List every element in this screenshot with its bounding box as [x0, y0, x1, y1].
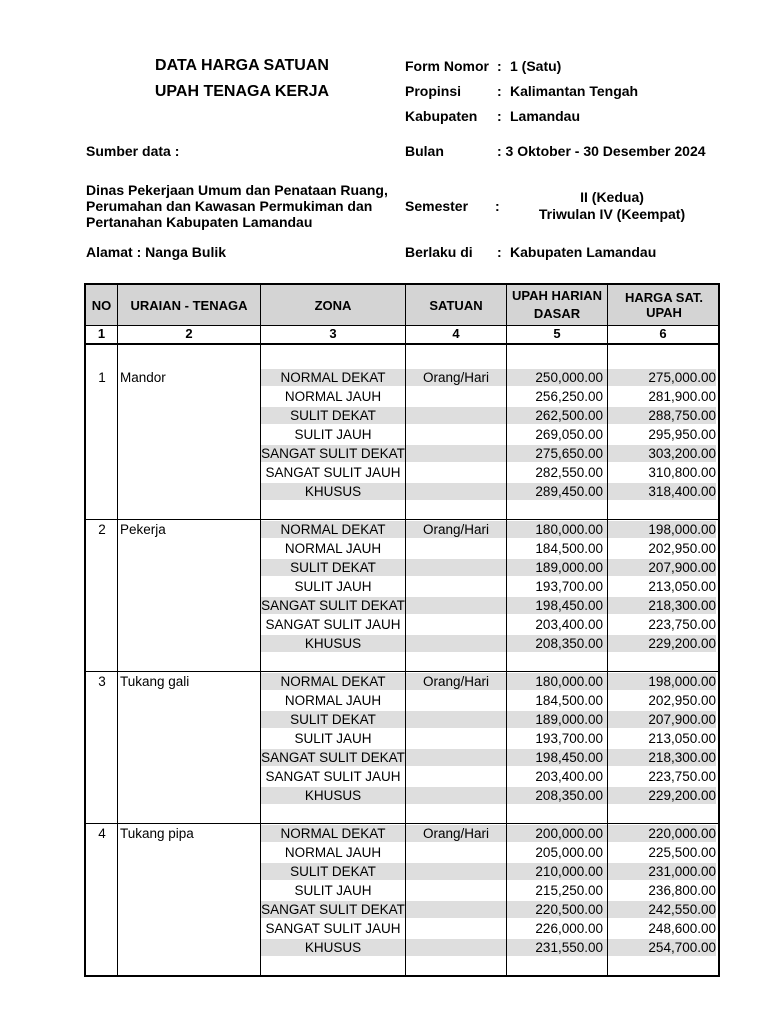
harga-sat-cell: 213,050.00	[648, 731, 716, 746]
upah-harian-cell: 180,000.00	[535, 674, 603, 689]
harga-sat-cell: 242,550.00	[648, 902, 716, 917]
col-number-4: 4	[452, 326, 460, 341]
propinsi-label: Propinsi	[405, 83, 462, 99]
upah-harian-cell: 215,250.00	[535, 883, 603, 898]
zona-cell: SANGAT SULIT JAUH	[265, 769, 401, 784]
zona-cell: KHUSUS	[304, 484, 362, 499]
form-number-colon: :	[497, 58, 502, 74]
harga-sat-cell: 198,000.00	[648, 674, 716, 689]
table-row	[86, 596, 718, 615]
zona-cell: SULIT DEKAT	[290, 864, 376, 879]
bulan-label: Bulan	[405, 143, 444, 159]
col-divider-1	[117, 285, 118, 975]
upah-harian-cell: 275,650.00	[535, 446, 603, 461]
zona-cell: NORMAL JAUH	[284, 845, 382, 860]
zona-cell: SANGAT SULIT DEKAT	[261, 750, 405, 765]
zona-cell: SULIT DEKAT	[290, 712, 376, 727]
table-row	[86, 786, 718, 805]
table-row	[86, 767, 718, 786]
upah-harian-cell: 193,700.00	[535, 731, 603, 746]
wage-table	[84, 283, 720, 977]
upah-harian-cell: 256,250.00	[535, 389, 603, 404]
table-row	[86, 577, 718, 596]
col-header-zona: ZONA	[314, 297, 352, 313]
satuan-cell: Orang/Hari	[422, 826, 490, 841]
table-row	[86, 824, 718, 843]
upah-harian-cell: 262,500.00	[535, 408, 603, 423]
harga-sat-cell: 318,400.00	[648, 484, 716, 499]
upah-harian-cell: 231,550.00	[535, 940, 603, 955]
harga-sat-cell: 202,950.00	[648, 693, 716, 708]
kabupaten-value: Lamandau	[510, 108, 581, 124]
group-number: 2	[98, 522, 106, 537]
harga-sat-cell: 223,750.00	[648, 617, 716, 632]
col-header-uraian: URAIAN - TENAGA	[130, 297, 248, 313]
zona-cell: NORMAL DEKAT	[280, 522, 386, 537]
zona-cell: KHUSUS	[304, 940, 362, 955]
zona-cell: SANGAT SULIT DEKAT	[261, 902, 405, 917]
harga-sat-cell: 303,200.00	[648, 446, 716, 461]
upah-harian-cell: 205,000.00	[535, 845, 603, 860]
propinsi-value: Kalimantan Tengah	[510, 83, 639, 99]
harga-sat-cell: 288,750.00	[648, 408, 716, 423]
harga-sat-cell: 248,600.00	[648, 921, 716, 936]
harga-sat-cell: 213,050.00	[648, 579, 716, 594]
group-worker-name: Pekerja	[120, 522, 166, 537]
satuan-cell: Orang/Hari	[422, 674, 490, 689]
table-row	[86, 881, 718, 900]
table-row	[86, 672, 718, 691]
upah-harian-cell: 184,500.00	[535, 541, 603, 556]
zona-cell: SANGAT SULIT JAUH	[265, 617, 401, 632]
upah-harian-cell: 226,000.00	[535, 921, 603, 936]
upah-harian-cell: 189,000.00	[535, 712, 603, 727]
col-number-1: 1	[97, 326, 106, 341]
zona-cell: NORMAL JAUH	[284, 541, 382, 556]
col-header-satuan: SATUAN	[429, 297, 483, 313]
zona-cell: KHUSUS	[304, 636, 362, 651]
upah-harian-cell: 208,350.00	[535, 636, 603, 651]
zona-cell: KHUSUS	[304, 788, 362, 803]
table-row	[86, 520, 718, 539]
harga-sat-cell: 218,300.00	[648, 750, 716, 765]
zona-cell: NORMAL DEKAT	[280, 674, 386, 689]
table-row	[86, 938, 718, 957]
table-row	[86, 729, 718, 748]
zona-cell: SULIT DEKAT	[290, 408, 376, 423]
zona-cell: SANGAT SULIT JAUH	[265, 921, 401, 936]
zona-cell: SULIT JAUH	[294, 731, 372, 746]
table-row	[86, 710, 718, 729]
document-title-line2: UPAH TENAGA KERJA	[154, 83, 330, 100]
table-row	[86, 691, 718, 710]
semester-value-line2: Triwulan IV (Keempat)	[538, 206, 686, 222]
semester-label: Semester	[405, 198, 469, 214]
upah-harian-cell: 282,550.00	[535, 465, 603, 480]
semester-colon: :	[495, 198, 500, 214]
table-row	[86, 843, 718, 862]
harga-sat-cell: 275,000.00	[648, 370, 716, 385]
col-number-6: 6	[659, 326, 667, 341]
zona-cell: NORMAL JAUH	[284, 389, 382, 404]
harga-sat-cell: 207,900.00	[648, 712, 716, 727]
number-row-divider	[86, 343, 718, 345]
upah-harian-cell: 250,000.00	[535, 370, 603, 385]
upah-harian-cell: 198,450.00	[535, 598, 603, 613]
harga-sat-cell: 229,200.00	[648, 788, 716, 803]
harga-sat-cell: 207,900.00	[648, 560, 716, 575]
col-number-3: 3	[329, 326, 337, 341]
upah-harian-cell: 203,400.00	[535, 617, 603, 632]
berlaku-label: Berlaku di	[405, 244, 473, 260]
group-worker-name: Tukang pipa	[120, 826, 194, 841]
harga-sat-cell: 198,000.00	[648, 522, 716, 537]
harga-sat-cell: 225,500.00	[648, 845, 716, 860]
upah-harian-cell: 189,000.00	[535, 560, 603, 575]
satuan-cell: Orang/Hari	[422, 522, 490, 537]
table-row	[86, 387, 718, 406]
form-number-label: Form Nomor	[405, 58, 489, 74]
semester-value-line1: II (Kedua)	[580, 189, 644, 205]
table-row	[86, 862, 718, 881]
harga-sat-cell: 281,900.00	[648, 389, 716, 404]
upah-harian-cell: 220,500.00	[535, 902, 603, 917]
table-row	[86, 463, 718, 482]
zona-cell: NORMAL DEKAT	[280, 826, 386, 841]
table-row	[86, 482, 718, 501]
group-worker-name: Mandor	[120, 370, 166, 385]
satuan-cell: Orang/Hari	[422, 370, 490, 385]
harga-sat-cell: 231,000.00	[648, 864, 716, 879]
harga-sat-cell: 236,800.00	[648, 883, 716, 898]
zona-cell: SULIT JAUH	[294, 427, 372, 442]
col-header-upah-harian: UPAH HARIAN DASAR	[511, 288, 603, 321]
upah-harian-cell: 184,500.00	[535, 693, 603, 708]
upah-harian-cell: 289,450.00	[535, 484, 603, 499]
table-row	[86, 634, 718, 653]
alamat-text: Alamat : Nanga Bulik	[86, 244, 227, 260]
col-divider-3	[405, 285, 406, 975]
upah-harian-cell: 180,000.00	[535, 522, 603, 537]
sumber-data-text: Dinas Pekerjaan Umum dan Penataan Ruang, Perumahan dan Kawasan Permukiman dan Pertanahan Kabupaten Lamandau	[86, 182, 388, 230]
group-number: 3	[98, 674, 106, 689]
col-divider-5	[607, 285, 608, 975]
group-number: 4	[98, 826, 106, 841]
table-row	[86, 900, 718, 919]
zona-cell: SANGAT SULIT DEKAT	[261, 598, 405, 613]
kabupaten-colon: :	[497, 108, 502, 124]
table-row	[86, 444, 718, 463]
harga-sat-cell: 220,000.00	[648, 826, 716, 841]
table-row	[86, 558, 718, 577]
zona-cell: SANGAT SULIT DEKAT	[261, 446, 405, 461]
table-row	[86, 748, 718, 767]
form-number-value: 1 (Satu)	[510, 58, 562, 74]
zona-cell: NORMAL DEKAT	[280, 370, 386, 385]
zona-cell: SANGAT SULIT JAUH	[265, 465, 401, 480]
harga-sat-cell: 202,950.00	[648, 541, 716, 556]
upah-harian-cell: 200,000.00	[535, 826, 603, 841]
upah-harian-cell: 210,000.00	[535, 864, 603, 879]
propinsi-colon: :	[497, 83, 502, 99]
col-header-harga-sat: HARGA SAT. UPAH	[625, 290, 703, 320]
upah-harian-cell: 193,700.00	[535, 579, 603, 594]
upah-harian-cell: 203,400.00	[535, 769, 603, 784]
group-worker-name: Tukang gali	[120, 674, 190, 689]
harga-sat-cell: 310,800.00	[648, 465, 716, 480]
table-row	[86, 919, 718, 938]
table-row	[86, 425, 718, 444]
document-title-line1: DATA HARGA SATUAN	[155, 57, 329, 74]
harga-sat-cell: 295,950.00	[648, 427, 716, 442]
table-row	[86, 539, 718, 558]
upah-harian-cell: 208,350.00	[535, 788, 603, 803]
table-row	[86, 368, 718, 387]
table-row	[86, 615, 718, 634]
berlaku-value: Kabupaten Lamandau	[510, 244, 657, 260]
col-divider-4	[506, 285, 507, 975]
sumber-data-label: Sumber data :	[86, 143, 180, 159]
group-number: 1	[98, 370, 106, 385]
zona-cell: NORMAL JAUH	[284, 693, 382, 708]
bulan-value: : 3 Oktober - 30 Desember 2024	[497, 143, 706, 159]
harga-sat-cell: 223,750.00	[648, 769, 716, 784]
harga-sat-cell: 254,700.00	[648, 940, 716, 955]
table-row	[86, 406, 718, 425]
zona-cell: SULIT JAUH	[294, 883, 372, 898]
kabupaten-label: Kabupaten	[405, 108, 478, 124]
zona-cell: SULIT DEKAT	[290, 560, 376, 575]
harga-sat-cell: 218,300.00	[648, 598, 716, 613]
zona-cell: SULIT JAUH	[294, 579, 372, 594]
col-number-5: 5	[553, 326, 561, 341]
berlaku-colon: :	[497, 244, 502, 260]
harga-sat-cell: 229,200.00	[648, 636, 716, 651]
upah-harian-cell: 198,450.00	[535, 750, 603, 765]
col-header-no: NO	[91, 297, 112, 313]
upah-harian-cell: 269,050.00	[535, 427, 603, 442]
col-number-2: 2	[185, 326, 193, 341]
col-divider-2	[260, 285, 261, 975]
